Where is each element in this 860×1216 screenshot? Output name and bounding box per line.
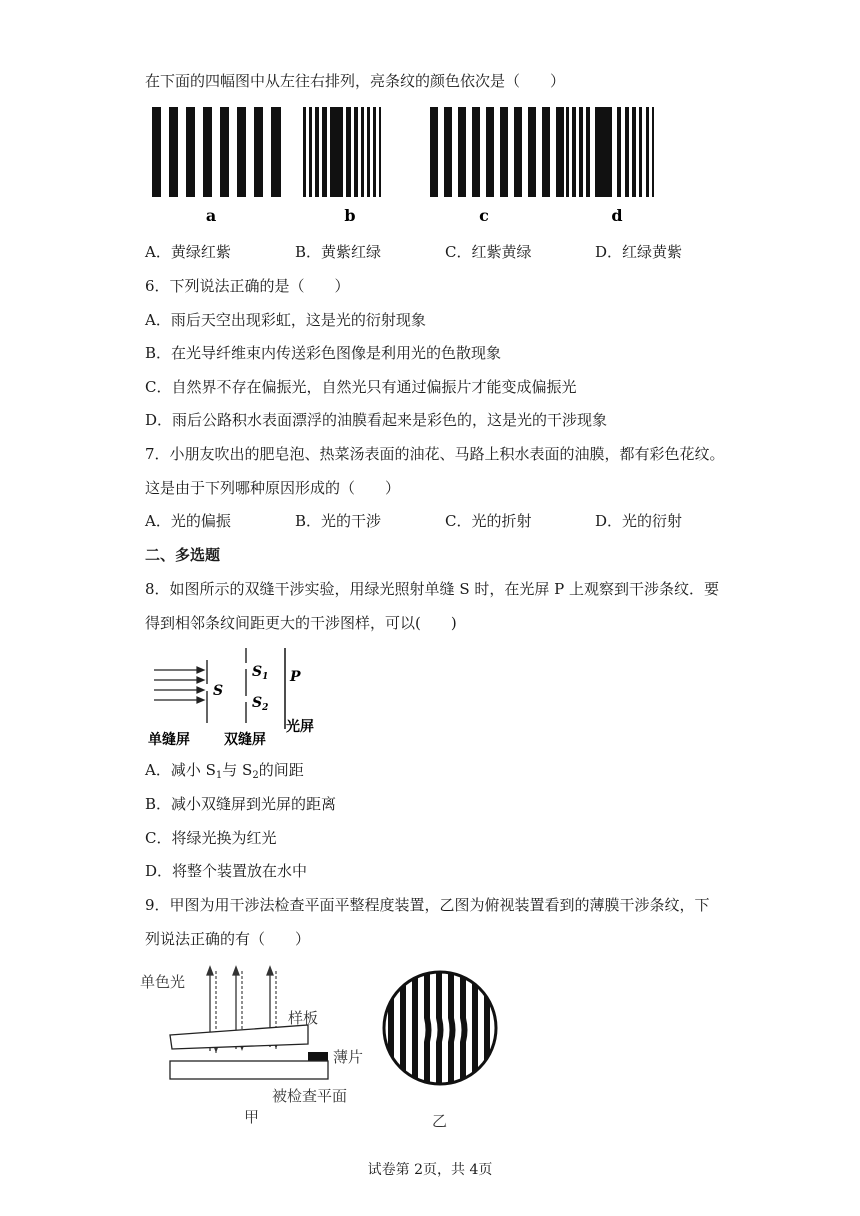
fringe-pattern-d — [560, 107, 654, 197]
interference-fringes-circle — [380, 968, 505, 1133]
q5-option-d[interactable]: D．红绿黄紫 — [595, 243, 683, 261]
dark-fringe — [632, 107, 636, 197]
dark-fringe — [315, 107, 319, 197]
dark-fringe — [303, 107, 306, 197]
dark-fringe — [500, 107, 508, 197]
dark-fringe — [444, 107, 452, 197]
q7-stem-line2: 这是由于下列哪种原因形成的（ ） — [145, 479, 401, 497]
fringe-pattern-b — [303, 107, 381, 197]
q7-option-d[interactable]: D．光的衍射 — [595, 512, 683, 530]
dark-fringe — [542, 107, 550, 197]
q6-option-a[interactable]: A．雨后天空出现彩虹，这是光的衍射现象 — [145, 311, 426, 329]
label-s: S — [213, 683, 224, 699]
dark-fringe — [579, 107, 583, 197]
dark-fringe — [361, 107, 364, 197]
q9-stem-line2: 列说法正确的有（ ） — [145, 930, 311, 948]
dark-fringe — [595, 107, 612, 197]
dark-fringe — [152, 107, 161, 197]
q6-stem: 6．下列说法正确的是（ ） — [145, 277, 350, 295]
label-s1: $S_1$ — [252, 664, 269, 682]
dark-fringe — [486, 107, 494, 197]
label-thin-sheet: 薄片 — [333, 1048, 364, 1066]
dark-fringe — [572, 107, 576, 197]
q8-option-c[interactable]: C．将绿光换为红光 — [145, 829, 277, 847]
thin-film-apparatus — [140, 955, 380, 1140]
dark-stripe — [484, 968, 490, 1088]
q7-stem-line1: 7．小朋友吹出的肥皂泡、热菜汤表面的油花、马路上积水表面的油膜，都有彩色花纹。 — [145, 445, 725, 463]
dark-fringe — [528, 107, 536, 197]
dark-fringe — [322, 107, 327, 197]
dark-fringe — [625, 107, 629, 197]
dark-fringe — [220, 107, 229, 197]
dark-fringe — [309, 107, 312, 197]
dark-fringe — [560, 107, 563, 197]
q7-option-c[interactable]: C．光的折射 — [445, 512, 532, 530]
q6-option-c[interactable]: C．自然界不存在偏振光，自然光只有通过偏振片才能变成偏振光 — [145, 378, 577, 396]
dark-fringe — [639, 107, 642, 197]
label-monochromatic-light: 单色光 — [140, 973, 186, 991]
double-slit-diagram — [148, 643, 328, 751]
label-sample-plate: 样板 — [288, 1009, 319, 1027]
dark-stripe — [388, 968, 394, 1088]
dark-fringe — [354, 107, 358, 197]
dark-fringe — [271, 107, 281, 197]
q8-option-b[interactable]: B．减小双缝屏到光屏的距离 — [145, 795, 337, 813]
dark-fringe — [458, 107, 466, 197]
dark-fringe — [566, 107, 569, 197]
label-b: b — [344, 206, 356, 225]
incident-light-arrows — [154, 667, 204, 703]
label-test-surface: 被检查平面 — [272, 1087, 348, 1105]
label-a: a — [205, 206, 217, 225]
thin-sheet — [308, 1052, 328, 1061]
fringe-pattern-c — [430, 107, 564, 197]
q5-option-b[interactable]: B．黄紫红绿 — [295, 243, 382, 261]
caption-yi: 乙 — [432, 1112, 448, 1130]
dark-fringe — [472, 107, 480, 197]
label-d: d — [611, 206, 623, 225]
dark-fringe — [330, 107, 343, 197]
dark-fringe — [430, 107, 438, 197]
q6-option-b[interactable]: B．在光导纤维束内传送彩色图像是利用光的色散现象 — [145, 344, 502, 362]
q5-fringe-figure — [140, 100, 680, 230]
dark-fringe — [169, 107, 178, 197]
caption-jia: 甲 — [244, 1108, 260, 1126]
label-single-slit: 单缝屏 — [148, 732, 190, 748]
dark-fringe — [203, 107, 212, 197]
dark-fringe — [254, 107, 263, 197]
dark-fringe — [514, 107, 522, 197]
dark-fringe — [379, 107, 381, 197]
page-footer: 试卷第 2页，共 4页 — [367, 1162, 493, 1178]
q8-stem-line1: 8．如图所示的双缝干涉实验，用绿光照射单缝 S 时，在光屏 P 上观察到干涉条纹．要 — [145, 580, 719, 598]
label-s2: $S_2$ — [252, 695, 269, 713]
label-light-screen: 光屏 — [286, 719, 314, 735]
label-double-slit: 双缝屏 — [224, 732, 266, 748]
section-title: 二、多选题 — [145, 546, 221, 564]
q8-stem-line2: 得到相邻条纹间距更大的干涉图样，可以( ) — [145, 614, 457, 632]
dark-fringe — [586, 107, 590, 197]
q6-option-d[interactable]: D．雨后公路积水表面漂浮的油膜看起来是彩色的，这是光的干涉现象 — [145, 411, 608, 429]
q7-option-b[interactable]: B．光的干涉 — [295, 512, 382, 530]
label-c: c — [479, 206, 489, 225]
dark-fringe — [367, 107, 370, 197]
q8-option-d[interactable]: D．将整个装置放在水中 — [145, 862, 308, 880]
q5-stem: 在下面的四幅图中从左往右排列，亮条纹的颜色依次是（ ） — [145, 72, 566, 90]
dark-fringe — [186, 107, 195, 197]
dark-stripe — [412, 968, 418, 1088]
dark-fringe — [617, 107, 621, 197]
sample-plate — [170, 1025, 308, 1049]
dark-fringe — [373, 107, 376, 197]
dark-fringe — [346, 107, 351, 197]
dark-fringe — [652, 107, 654, 197]
dark-fringe — [237, 107, 246, 197]
dark-fringe — [646, 107, 649, 197]
test-surface — [170, 1061, 328, 1079]
q5-option-a[interactable]: A．黄绿红紫 — [145, 243, 231, 261]
q9-stem-line1: 9．甲图为用干涉法检查平面平整程度装置，乙图为俯视装置看到的薄膜干涉条纹，下 — [145, 896, 710, 914]
fringe-pattern-a — [152, 107, 281, 197]
q8-option-a[interactable]: A．减小 $S_1$与 $S_2$的间距 — [145, 761, 304, 781]
q7-option-a[interactable]: A．光的偏振 — [145, 512, 231, 530]
label-p: P — [290, 669, 301, 685]
q5-option-c[interactable]: C．红紫黄绿 — [445, 243, 532, 261]
